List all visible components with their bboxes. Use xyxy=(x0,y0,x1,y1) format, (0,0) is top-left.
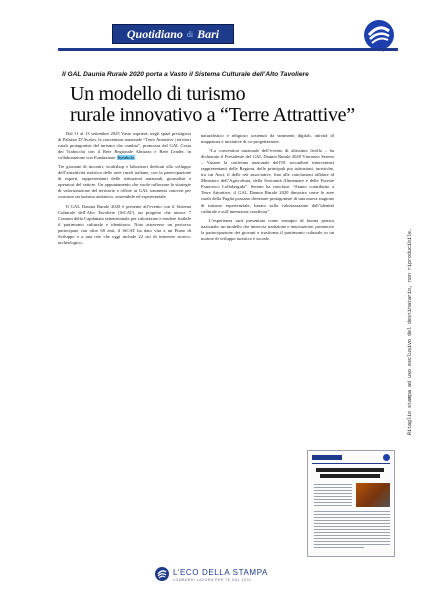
paragraph-6: L’esperienza sarà presentata come esempio di buona pratica nazionale, un modello che intreccia tradizione e innovazione, promuove la partecipazione dei giovani e trasforma il patrimonio culturale in un motore di sviluppo turistico e sociale. xyxy=(201,217,334,241)
thumbnail-text-line xyxy=(314,547,364,548)
paragraph-1: Dal 11 al 13 settembre 2025 Vasto ospiterà, negli spazi prestigiosi di Palazzo D’Avalos, la convention nazionale “Terre Attrattive | territori rurali protagonisti del turismo che cambia”, promossa dal GAL Costa dei Trabocchi con il Rete Regionale Abruzzo e Rete Leader, in collaborazione con Fondazione Symbola. xyxy=(58,131,191,161)
page-thumbnail[interactable] xyxy=(307,450,395,557)
thumbnail-headline xyxy=(316,468,384,472)
masthead-city: Bari xyxy=(197,26,220,41)
thumbnail-text-line xyxy=(314,529,390,530)
thumbnail-text-line xyxy=(314,496,352,497)
thumbnail-text-line xyxy=(314,493,352,494)
thumbnail-text-line xyxy=(314,532,390,533)
thumbnail-text-line xyxy=(314,502,352,503)
paragraph-3: Il GAL Daunia Rurale 2020 è presente all’evento con il Sistema Culturale dell’Alto Tavoliere (SiCAT), un progetto che unisce 7 Comuni della Capitanata settentrionale per valorizzare e rendere fruibile il patrimonio culturale e identitario. Noto attraverso un percorso partecipato con oltre 60 enti, il SiCAT ha dato vita a un Piano di Sviluppo e a una rete che oggi include 22 siti di interesse storico, archeologico, xyxy=(58,203,191,245)
headline-line-1: Un modello di turismo xyxy=(70,83,246,105)
article-headline xyxy=(70,84,360,126)
thumbnail-text-line xyxy=(314,490,352,491)
headline-line-2: rurale innovativo a “Terre Attrattive” xyxy=(70,104,355,126)
masthead-rule xyxy=(58,48,398,51)
thumbnail-text-line xyxy=(314,535,390,536)
thumbnail-text-line xyxy=(314,511,390,512)
thumbnail-text-line xyxy=(314,544,390,545)
thumbnail-text-line xyxy=(314,523,390,524)
thumbnail-text-line xyxy=(314,499,352,500)
highlighted-keyword: Symbola xyxy=(117,155,134,161)
footer-brand: L’ECO DELLA STAMPA xyxy=(173,568,268,577)
thumbnail-text-line xyxy=(314,526,390,527)
thumbnail-text-line xyxy=(314,487,352,488)
article-kicker: Il GAL Daunia Rurale 2020 porta a Vasto il Sistema Culturale dell’Alto Tavoliere xyxy=(62,71,309,78)
thumbnail-text-line xyxy=(314,541,390,542)
copyright-side-stamp: Ritaglio stampa ad uso esclusivo del destinatario, non riproducibile. xyxy=(407,227,413,435)
thumbnail-text-line xyxy=(314,505,352,506)
masthead-di: di xyxy=(186,29,194,39)
thumbnail-text-line xyxy=(314,538,390,539)
paragraph-5: “La convention nazionale dell’evento di altissimo livello – ha dichiarato il Presidente del GAL Daunia Rurale 2020 Vincenzo Sereno – Vasarte la conferma nazionale dell’81 secondieri interventisti rappresentanti delle Regioni, delle principali pia istituzioni, turistiche, tra cui Anci, il delle reti associative, fino alle conclusioni affidate al Ministero dell’Agricoltura, della Sovranità Alimentare e delle Foreste Francesco Lollobrigida”. Sereno ha concluso: “Siamo contribuito a Terre Attrattive, il GAL Daunia Rurale 2020 dimostra come le aree rurali della Puglia possano diventare protagoniste di una nuova stagione di turismo esperienziale, basato sulla valorizzazione dell’identità culturale e sull’intenzione condivisa”. xyxy=(201,148,334,214)
eco-della-stampa-logo-icon xyxy=(154,566,170,582)
thumbnail-text-line xyxy=(314,514,390,515)
paragraph-2: Tre giornate di incontri, workshop e laboratori dedicati allo sviluppo dell’attrattività turistica delle aree rurali italiane, con la partecipazione di esperti, rappresentanti delle istituzioni nazionali, giornalisti e operatori del settore. Un appuntamento che vuole rafforzare le strategie di valorizzazione del territorio e offrire ai GAL strumenti concreti per costruire un turismo autentico, sostenibile ed esperienziale. xyxy=(58,164,191,200)
paragraph-4: naturalistico e religioso sostenuti da strumenti digitali, attività di mappatura e iniziative di co-progettazione. xyxy=(201,133,334,145)
thumbnail-text-line xyxy=(314,520,390,521)
footer-tagline: LOMBARDI LAVORA PER TE DAL 1901 xyxy=(173,578,252,582)
thumbnail-photo xyxy=(356,483,390,507)
thumbnail-text-line xyxy=(314,517,390,518)
masthead-logo xyxy=(112,24,234,44)
thumbnail-masthead xyxy=(312,455,342,460)
article-column-left xyxy=(58,131,191,249)
thumbnail-logo-icon xyxy=(383,454,390,461)
masthead-quotidiano: Quotidiano xyxy=(126,26,183,41)
article-column-right xyxy=(201,133,334,245)
thumbnail-headline-2 xyxy=(320,474,380,478)
thumbnail-rule xyxy=(312,463,390,464)
thumbnail-text-line xyxy=(314,484,352,485)
